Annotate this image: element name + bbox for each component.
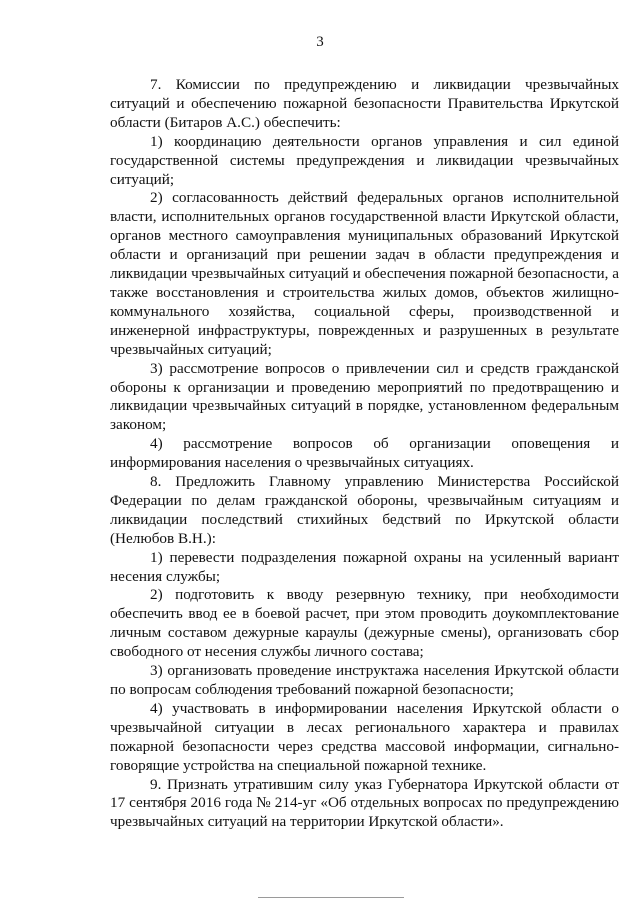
paragraph-7-item-3: 3) рассмотрение вопросов о привлечении сил и средств гражданской обороны к организации и проведению мероприятий по предотвращению и ликвидации чрезвычайных ситуаций в порядке, установленном федеральным законом;	[110, 359, 619, 434]
paragraph-8-item-1: 1) перевести подразделения пожарной охраны на усиленный вариант несения службы;	[110, 548, 619, 585]
paragraph-7-item-4: 4) рассмотрение вопросов об организации оповещения и информирования населения о чрезвычайных ситуациях.	[110, 435, 619, 472]
paragraph-8: 8. Предложить Главному управлению Министерства Российской Федерации по делам гражданской обороны, чрезвычайным ситуациям и ликвидации последствий стихийных бедствий по Иркутской области (Нелюбов В.Н.):	[110, 473, 619, 547]
paragraph-8-item-2: 2) подготовить к вводу резервную технику, при необходимости обеспечить ввод ее в боевой расчет, при этом проводить доукомплектование личным составом дежурные караулы (дежурные смены), организовать сбор свободного от несения службы личного состава;	[110, 586, 619, 661]
paragraph-8-item-3: 3) организовать проведение инструктажа населения Иркутской области по вопросам соблюдения требований пожарной безопасности;	[110, 662, 619, 698]
paragraph-7-item-1: 1) координацию деятельности органов управления и сил единой государственной системы предупреждения и ликвидации чрезвычайных ситуаций;	[110, 132, 619, 188]
bottom-rule	[258, 897, 404, 898]
paragraph-9: 9. Признать утратившим силу указ Губернатора Иркутской области от 17 сентября 2016 года № 214-уг «Об отдельных вопросах по предупреждению чрезвычайных ситуаций на территории Иркутской области».	[110, 775, 619, 831]
paragraph-7: 7. Комиссии по предупреждению и ликвидации чрезвычайных ситуаций и обеспечению пожарной безопасности Правительства Иркутской области (Битаров А.С.) обеспечить:	[110, 76, 619, 131]
document-body	[110, 76, 619, 832]
page-number: 3	[316, 34, 324, 50]
paragraph-8-item-4: 4) участвовать в информировании населения Иркутской области о чрезвычайной ситуации в лесах регионального характера и правилах пожарной безопасности через средства массовой информации, сигнально-говорящие устройства на специальной пожарной технике.	[110, 699, 619, 774]
paragraph-7-item-2: 2) согласованность действий федеральных органов исполнительной власти, исполнительных органов государственной власти Иркутской области, органов местного самоуправления муниципальных образований Иркутской области и организаций при решении задач в области предупреждения и ликвидации чрезвычайных ситуаций и обеспечения пожарной безопасности, а также восстановления и строительства жилых домов, объектов жилищно-коммунального хозяйства, социальной сферы, производственной и инженерной инфраструктуры, поврежденных и разрушенных в результате чрезвычайных ситуаций;	[110, 189, 619, 358]
